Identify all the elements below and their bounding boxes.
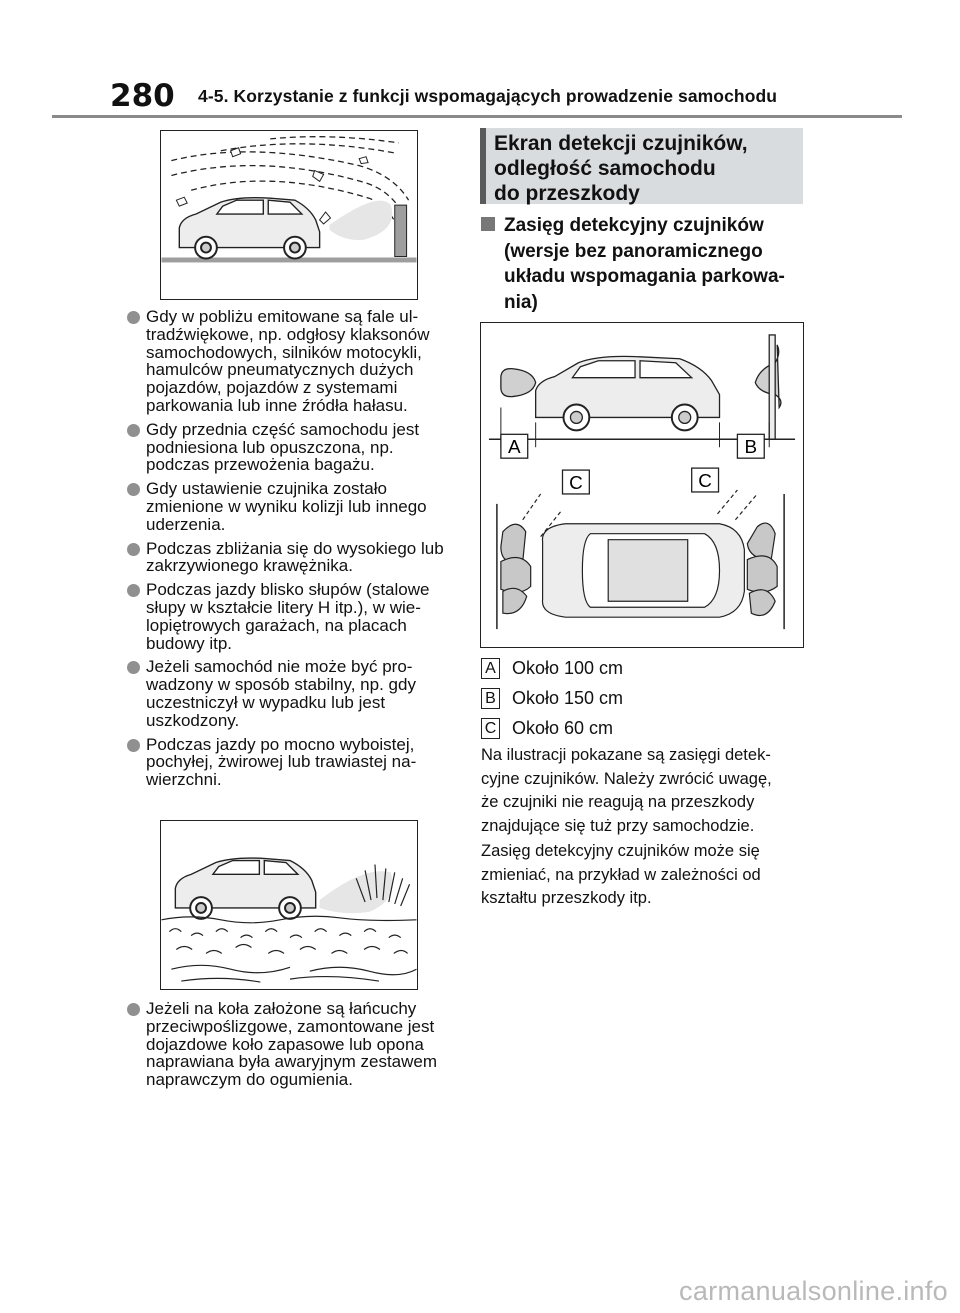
- figure-noise: [160, 130, 418, 300]
- legend-key: A: [481, 658, 500, 679]
- note-paragraph-2: Zasięg detekcyjny czujników może się zmieniać, na przykład w zależności od kształtu przeszkody itp.: [481, 842, 761, 907]
- chapter-title: 4-5. Korzystanie z funkcji wspomagających prowadzenie samochodu: [198, 86, 778, 106]
- watermark: carmanualsonline.info: [679, 1276, 948, 1306]
- bullet-icon: [127, 584, 140, 597]
- sensor-range-diagram: [481, 323, 803, 647]
- bullet-icon: [127, 483, 140, 496]
- list-item: Gdy przednia część samochodu jest podniesiona lub opuszczona, np. podczas przewożenia bagażu.: [127, 421, 457, 474]
- bullet-icon: [127, 1003, 140, 1016]
- list-item: Jeżeli na koła założone są łańcuchy przeciwpoślizgowe, zamontowane jest dojazdowe koło zapasowe lub opona naprawiana była awaryjnym zestawem naprawczym do ogumienia.: [127, 1000, 457, 1089]
- rough-road-illustration: [161, 821, 417, 989]
- legend-key: C: [481, 718, 500, 739]
- section-title: Ekran detekcji czujników, odległość samochodu do przeszkody: [480, 128, 803, 204]
- bullet-icon: [127, 739, 140, 752]
- page-number: 280: [110, 78, 175, 114]
- list-item: Podczas jazdy po mocno wyboistej, pochyłej, żwirowej lub trawiastej na-wierzchni.: [127, 736, 457, 789]
- bullet-icon: [127, 424, 140, 437]
- label-c-left: C: [569, 472, 583, 494]
- page-header: [0, 0, 960, 118]
- label-b: B: [744, 437, 758, 459]
- bullet-icon: [127, 661, 140, 674]
- legend-key: B: [481, 688, 500, 709]
- list-item: Gdy ustawienie czujnika zostało zmienione w wyniku kolizji lub innego uderzenia.: [127, 480, 457, 533]
- noise-illustration: [161, 131, 417, 299]
- legend-value: Około 100 cm: [512, 658, 624, 678]
- conditions-list-1: [127, 308, 457, 795]
- figure-rough-road: [160, 820, 418, 990]
- list-item: Podczas zbliżania się do wysokiego lub zakrzywionego krawężnika.: [127, 540, 457, 576]
- list-item: Jeżeli samochód nie może być pro-wadzony w sposób stabilny, np. gdy uczestniczył w wypadku lub jest uszkodzony.: [127, 658, 457, 729]
- label-a: A: [507, 437, 521, 459]
- subheading: Zasięg detekcyjny czujników (wersje bez panoramicznego układu wspomagania parkowa- nia): [481, 213, 811, 315]
- label-c-right: C: [698, 470, 712, 492]
- distance-legend: [481, 658, 801, 748]
- legend-value: Około 60 cm: [512, 718, 614, 738]
- square-bullet-icon: [481, 217, 495, 231]
- conditions-list-2: [127, 1000, 457, 1095]
- legend-row-a: [481, 658, 801, 688]
- figure-sensor-range: [480, 322, 804, 648]
- bullet-icon: [127, 311, 140, 324]
- legend-row-b: [481, 688, 801, 718]
- legend-value: Około 150 cm: [512, 688, 624, 708]
- list-item: Podczas jazdy blisko słupów (stalowe słupy w kształcie litery H itp.), w wie-lopiętrowych garażach, na placach budowy itp.: [127, 581, 457, 652]
- list-item: Gdy w pobliżu emitowane są fale ul-tradźwiękowe, np. odgłosy klaksonów samochodowych, silników motocykli, hamulców pneumatycznych dużych pojazdów, pojazdów z systemami parkowania lub inne źródła hałasu.: [127, 308, 457, 415]
- header-rule: [52, 115, 902, 118]
- bullet-icon: [127, 543, 140, 556]
- note-paragraph-1: Na ilustracji pokazane są zasięgi detek- cyjne czujników. Należy zwrócić uwagę, że czujniki nie reagują na przeszkody znajdujące się tuż przy samochodzie.: [481, 746, 772, 835]
